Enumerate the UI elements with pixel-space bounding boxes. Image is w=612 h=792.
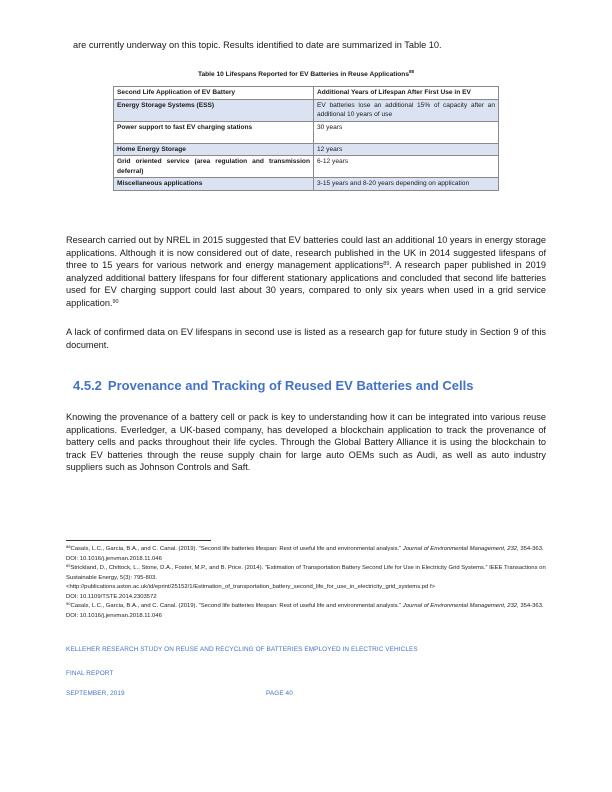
section-title: Provenance and Tracking of Reused EV Batteries and Cells	[107, 378, 474, 393]
footnote-number: 90	[66, 601, 71, 606]
table-caption-text: Table 10 Lifespans Reported for EV Batteries in Reuse Applications	[197, 71, 410, 79]
table-cell-application: Energy Storage Systems (ESS)	[114, 99, 314, 121]
table-row	[114, 143, 499, 156]
table-row	[114, 121, 499, 143]
table-cell-years: 3-15 years and 8-20 years depending on application	[314, 178, 499, 191]
lifespan-table	[113, 86, 499, 191]
footnote-88	[66, 545, 548, 564]
footnote-text: 354-363. DOI: 10.1016/j.jenvman.2018.11.046	[66, 603, 544, 619]
table-cell-application: Grid oriented service (area regulation and transmission deferral)	[114, 156, 314, 178]
footnote-90	[66, 602, 548, 621]
footer-date: SEPTEMBER, 2019	[66, 690, 125, 697]
footnote-ref-89: 89	[383, 261, 390, 267]
table-cell-application: Power support to fast EV charging stations	[114, 121, 314, 143]
footnote-text: Casals, L.C., Garcia, B.A., and C. Canal. (2019). “Second life batteries lifespan: Rest of useful life and environmental analysis.”	[70, 546, 403, 552]
paragraph-provenance: Knowing the provenance of a battery cell or pack is key to understanding how it can be integrated into various reuse applications. Everledger, a UK-based company, has developed a blockchain application to track the provenance of battery cells and packs throughout their life cycles. Through the Global Battery Alliance it is using the blockchain to track EV batteries through the reuse supply chain for large auto OEMs such as Audi, as well as auto industry suppliers such as Johnson Controls and Saft.	[66, 412, 546, 472]
footnote-ref-90: 90	[112, 298, 119, 305]
table-cell-years: 6-12 years	[314, 156, 499, 178]
footnote-journal: Journal of Environmental Management, 232,	[402, 603, 519, 609]
table-row	[114, 178, 499, 191]
table-cell-years: 30 years	[314, 121, 499, 143]
footer-report: FINAL REPORT	[66, 670, 114, 677]
footnote-text: Strickland, D., Chittock, L., Stone, D.A., Foster, M.P., and B. Price. (2014). “Estimation of Transportation Battery Second Life for Use in Electricity Grid Systems.” IEEE Transactions on Sustainable Energy, 5(3): 795-803.	[66, 565, 546, 581]
footnote-separator	[66, 540, 211, 541]
table-header-application: Second Life Application of EV Battery	[114, 87, 314, 100]
paragraph-research-text-2: . A research paper published in 2019 analyzed additional battery lifespans for four different stationary applications and concluded that second life batteries used for EV charging support could last about 30 years, compared to only six years when used in a grid service application.	[66, 260, 546, 308]
paragraph-research-gap: A lack of confirmed data on EV lifespans in second use is listed as a research gap for future study in Section 9 of this document.	[66, 327, 546, 350]
intro-line: are currently underway on this topic. Results identified to date are summarized in Table 10.	[73, 40, 442, 50]
table-cell-years: 12 years	[314, 143, 499, 156]
table-cell-application: Miscellaneous applications	[114, 178, 314, 191]
footnote-number: 88	[66, 544, 71, 549]
table-cell-years: EV batteries lose an additional 15% of capacity after an additional 10 years of use	[314, 99, 499, 121]
footnote-doi: DOI: 10.1109/TSTE.2014.2303572	[66, 593, 157, 600]
footnote-url: <http://publications.aston.ac.uk/id/eprint/25152/1/Estimation_of_transportation_battery_second_life_for_use_in_electricity_grid_systems.pd f>	[66, 584, 436, 590]
footnote-text: 354-363. DOI: 10.1016/j.jenvman.2018.11.046	[66, 546, 544, 562]
paragraph-research	[66, 234, 546, 309]
section-heading	[73, 378, 474, 393]
footnote-89	[66, 564, 548, 602]
footnote-text: Casals, L.C., Garcia, B.A., and C. Canal. (2019). “Second life batteries lifespan: Rest of useful life and environmental analysis.”	[70, 603, 403, 609]
table-caption-ref: 88	[409, 69, 415, 74]
paragraph-research-text: Research carried out by NREL in 2015 suggested that EV batteries could last an additional 10 years in energy storage applications. Although it is now considered out of date, research published in the UK in 2014 suggested lifespans of three to 15 years for various network and energy management applications	[66, 235, 546, 270]
section-number: 4.5.2	[73, 378, 102, 393]
table-header-row	[114, 87, 499, 100]
footer-title: KELLEHER RESEARCH STUDY ON REUSE AND RECYCLING OF BATTERIES EMPLOYED IN ELECTRIC VEHICLES	[66, 646, 418, 653]
footer-page-number: PAGE 40	[266, 690, 293, 697]
table-row	[114, 99, 499, 121]
table-caption	[0, 69, 612, 78]
table-row	[114, 156, 499, 178]
table-cell-application: Home Energy Storage	[114, 143, 314, 156]
footnote-number: 89	[66, 563, 71, 568]
footnote-journal: Journal of Environmental Management, 232,	[402, 546, 519, 552]
table-header-years: Additional Years of Lifespan After First Use in EV	[314, 87, 499, 100]
